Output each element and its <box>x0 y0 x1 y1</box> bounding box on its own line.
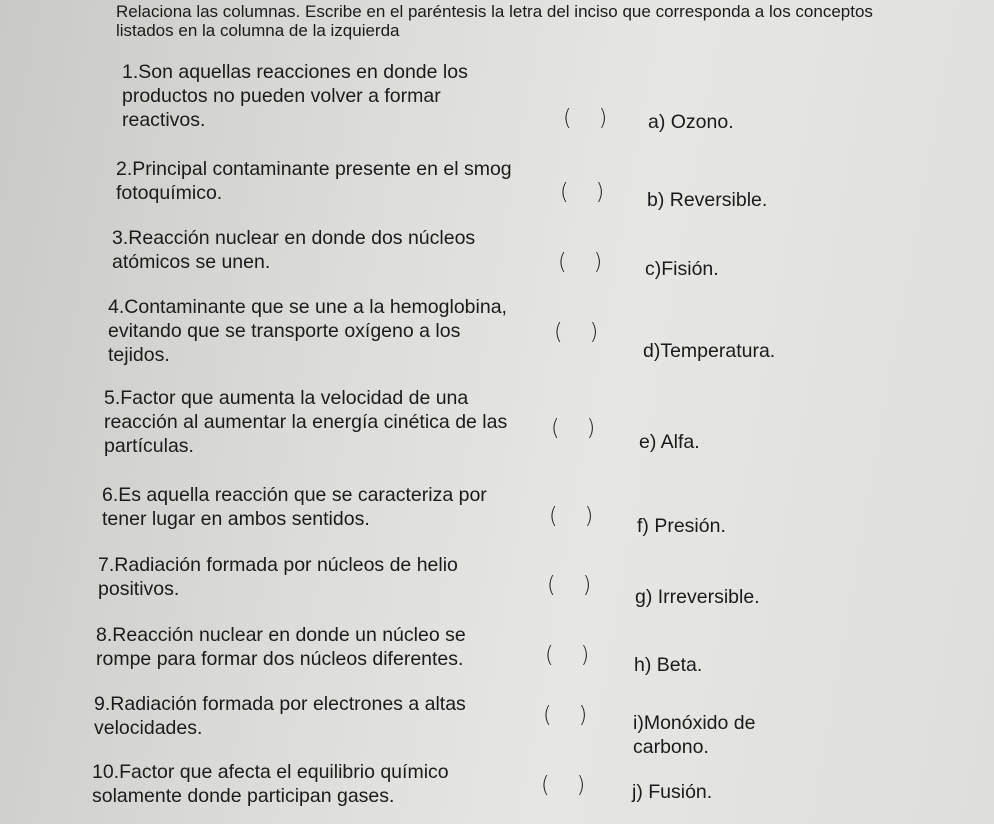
concept-3: 3.Reacción nuclear en donde dos núcleos atómicos se unen. <box>112 227 476 273</box>
option-e: e) Alfa. <box>639 431 700 453</box>
option-c: c)Fisión. <box>645 258 719 280</box>
option-h: h) Beta. <box>634 654 703 676</box>
concept-6: 6.Es aquella reacción que se caracteriza por tener lugar en ambos sentidos. <box>102 484 487 530</box>
answer-blank-5[interactable]: ( ) <box>551 416 606 441</box>
concept-4: 4.Contaminante que se une a la hemoglobina, evitando que se transporte oxígeno a los tejidos. <box>108 296 507 366</box>
answer-blank-2[interactable]: ( ) <box>560 180 615 205</box>
instructions-text: Relaciona las columnas. Escribe en el paréntesis la letra del inciso que corresponda a los conceptos listados en la columna de la izquierda <box>116 2 873 40</box>
option-i: i)Monóxido de carbono. <box>633 712 756 758</box>
concept-2: 2.Principal contaminante presente en el smog fotoquímico. <box>116 158 512 204</box>
concept-7: 7.Radiación formada por núcleos de helio positivos. <box>98 554 458 600</box>
concept-9: 9.Radiación formada por electrones a altas velocidades. <box>94 693 466 739</box>
answer-blank-4[interactable]: ( ) <box>554 320 609 345</box>
option-f: f) Presión. <box>637 515 726 537</box>
option-b: b) Reversible. <box>647 189 768 211</box>
concept-10: 10.Factor que afecta el equilibrio químico solamente donde participan gases. <box>92 761 449 807</box>
answer-blank-3[interactable]: ( ) <box>558 250 613 275</box>
answer-blank-6[interactable]: ( ) <box>549 504 604 529</box>
answer-blank-10[interactable]: ( ) <box>541 773 596 798</box>
option-g: g) Irreversible. <box>635 586 760 608</box>
concept-1: 1.Son aquellas reacciones en donde los productos no pueden volver a formar reactivos. <box>122 61 468 131</box>
answer-blank-7[interactable]: ( ) <box>547 573 602 598</box>
concept-8: 8.Reacción nuclear en donde un núcleo se rompe para formar dos núcleos diferentes. <box>96 624 466 670</box>
option-a: a) Ozono. <box>648 111 734 133</box>
answer-blank-8[interactable]: ( ) <box>545 643 600 668</box>
answer-blank-1[interactable]: ( ) <box>563 106 618 131</box>
concept-5: 5.Factor que aumenta la velocidad de una reacción al aumentar la energía cinética de las partículas. <box>104 387 508 457</box>
answer-blank-9[interactable]: ( ) <box>543 703 598 728</box>
option-d: d)Temperatura. <box>643 340 776 362</box>
option-j: j) Fusión. <box>632 781 713 803</box>
